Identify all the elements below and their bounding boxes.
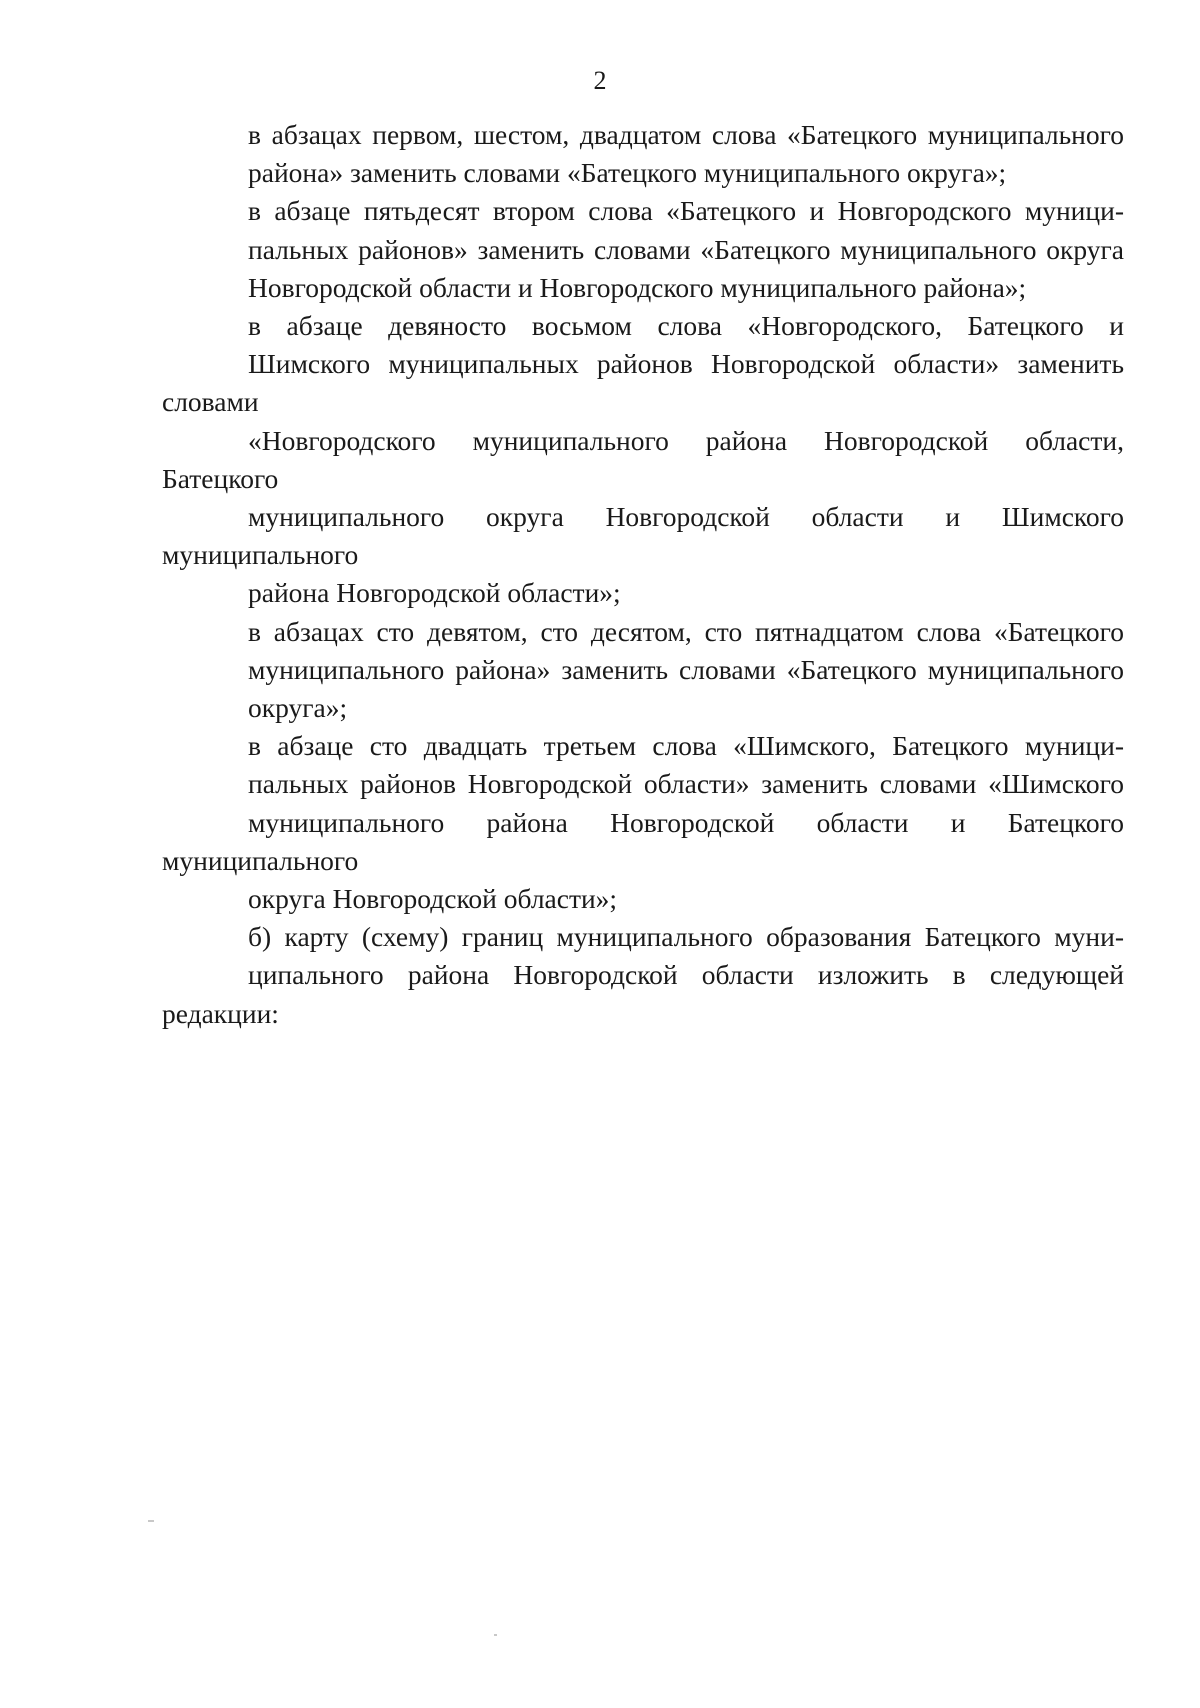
text-line: округа»; xyxy=(248,692,348,724)
text-line: Новгородской области и Новгородского муниципального района»; xyxy=(248,271,1027,303)
text-line: Шимского муниципальных районов Новгородской области» заменить словами xyxy=(162,348,1124,418)
page-number: 2 xyxy=(593,66,607,95)
text-line: в абзаце сто двадцать третьем слова «Шимского, Батецкого муници- xyxy=(248,730,1124,762)
text-line: пальных районов Новгородской области» заменить словами «Шимского xyxy=(248,768,1124,800)
text-line: пальных районов» заменить словами «Батецкого муниципального округа xyxy=(248,233,1124,265)
paragraph-1 xyxy=(162,116,1124,192)
text-line: района» заменить словами «Батецкого муниципального округа»; xyxy=(248,157,1007,189)
text-line: «Новгородского муниципального района Новгородской области, Батецкого xyxy=(162,424,1124,494)
paragraph-2 xyxy=(162,192,1124,307)
text-line: ципального района Новгородской области изложить в следующей редакции: xyxy=(162,959,1124,1029)
text-line: муниципального округа Новгородской области и Шимского муниципального xyxy=(162,501,1124,571)
text-line: в абзаце девяносто восьмом слова «Новгородского, Батецкого и xyxy=(248,310,1124,342)
text-line: в абзацах сто девятом, сто десятом, сто пятнадцатом слова «Батецкого xyxy=(248,615,1124,647)
text-line: в абзаце пятьдесят втором слова «Батецкого и Новгородского муници- xyxy=(248,195,1124,227)
paragraph-6 xyxy=(162,918,1124,1033)
paragraph-3 xyxy=(162,307,1124,613)
text-line: района Новгородской области»; xyxy=(248,577,621,609)
text-line: округа Новгородской области»; xyxy=(248,883,618,915)
text-line: муниципального района» заменить словами «Батецкого муниципального xyxy=(248,653,1124,685)
text-line: в абзацах первом, шестом, двадцатом слова «Батецкого муниципального xyxy=(248,119,1124,150)
document-body xyxy=(162,116,1124,1033)
scan-speck xyxy=(494,1634,497,1636)
text-line: муниципального района Новгородской области и Батецкого муниципального xyxy=(162,806,1124,876)
paragraph-4 xyxy=(162,613,1124,728)
scan-speck xyxy=(148,1520,154,1522)
text-line: б) карту (схему) границ муниципального образования Батецкого муни- xyxy=(248,921,1124,953)
paragraph-5 xyxy=(162,727,1124,918)
